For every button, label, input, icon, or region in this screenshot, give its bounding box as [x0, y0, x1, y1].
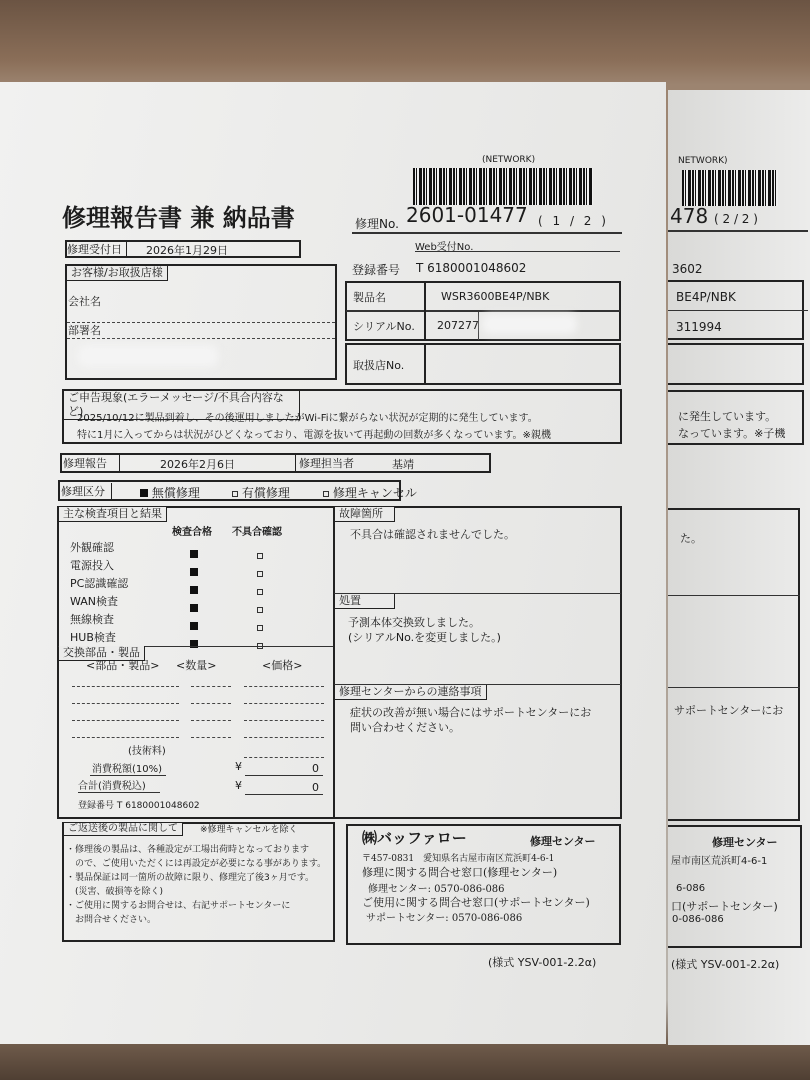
total-value: 0 — [245, 781, 323, 795]
repair-no: 2601-01477 — [406, 203, 528, 227]
registration-label: 登録番号 — [352, 263, 401, 277]
parts-label: 交換部品・製品 — [59, 646, 145, 661]
return-line: ・ご使用に関するお問合せは、右記サポートセンターに — [66, 901, 291, 911]
document-title: 修理報告書 兼 納品書 — [62, 204, 295, 232]
repair-phone-fragment: 6-086 — [676, 883, 706, 894]
return-label: ご返送後の製品に関して — [64, 822, 183, 836]
symptom-line: 特に1月に入ってからは状況がひどくなっており、電源を抜いて再起動の回数が多くなっています。※親機 — [77, 430, 551, 441]
web-no-label: Web受付No. — [415, 242, 474, 253]
checkbox-unchecked — [323, 491, 329, 497]
footer-registration: 登録番号 T 6180001048602 — [78, 801, 200, 811]
address: 〒457-0831 愛知県名古屋市南区荒浜町4-6-1 — [362, 854, 555, 864]
address-fragment: 屋市南区荒浜町4-6-1 — [671, 856, 768, 867]
repair-no: 478 — [670, 204, 709, 228]
pass-checkbox — [190, 615, 198, 634]
redacted-serial — [482, 314, 577, 334]
header-defect: 不具合確認 — [232, 527, 282, 538]
report-date: 2026年2月6日 — [160, 458, 235, 471]
notes-line: 症状の改善が無い場合にはサポートセンターにお — [350, 706, 592, 719]
notes-fragment: サポートセンターにお — [674, 704, 784, 717]
defect-checkbox — [257, 616, 263, 635]
customer-label: お客様/お取扱店様 — [67, 266, 168, 281]
form-code: (様式 YSV-001-2.2α) — [671, 958, 780, 971]
parts-header: <数量> — [176, 659, 217, 672]
category-text: 無償修理 — [151, 486, 200, 500]
fault-fragment: た。 — [680, 532, 702, 545]
symptom-line: なっています。※子機 — [678, 427, 786, 440]
return-line: ・製品保証は同一箇所の故障に限り、修理完了後3ヶ月です。 — [66, 873, 315, 883]
notes-line: 問い合わせください。 — [350, 721, 460, 734]
support-contact: サポートセンター: 0570-086-086 — [366, 913, 523, 924]
barcode — [682, 170, 778, 206]
received-date: 2026年1月29日 — [146, 244, 228, 257]
symptom-label: ご申告現象(エラーメッセージ/不具合内容など) — [64, 391, 300, 420]
fault-text: 不具合は確認されませんでした。 — [350, 528, 515, 541]
form-code: (様式 YSV-001-2.2α) — [488, 956, 597, 969]
inspection-item: HUB検査 — [70, 631, 116, 644]
notes-label: 修理センターからの連絡事項 — [335, 685, 487, 700]
pass-checkbox — [190, 543, 198, 562]
department-label: 部署名 — [68, 324, 101, 337]
defect-checkbox — [257, 544, 263, 563]
action-line: 予測本体交換致しました。 — [348, 616, 480, 629]
tax-value: 0 — [245, 762, 323, 776]
repair-no-label: 修理No. — [355, 217, 399, 231]
center-label: 修理センター — [530, 835, 596, 848]
return-line: ・修理後の製品は、各種設定が工場出荷時となっております — [66, 845, 310, 855]
checkbox-unchecked — [232, 491, 238, 497]
dealer-label: 取扱店No. — [353, 359, 405, 372]
company-label: 会社名 — [68, 295, 101, 308]
action-line: (シリアルNo.を変更しました。) — [348, 631, 501, 644]
redacted-name — [78, 345, 218, 367]
support-phone-fragment: 0-086-086 — [672, 914, 724, 925]
report-row — [60, 453, 491, 473]
total-label: 合計(消費税込) — [78, 777, 160, 793]
serial-label: シリアルNo. — [353, 320, 415, 333]
received-label: 修理受付日 — [67, 241, 127, 257]
second-page — [668, 90, 810, 1045]
inspection-label: 主な検査項目と結果 — [59, 507, 167, 522]
page-indicator: ( 2 / 2 ) — [714, 212, 758, 226]
support-contact-label: ご使用に関する問合せ窓口(サポートセンター) — [362, 896, 590, 909]
yen-sign: ¥ — [235, 779, 242, 792]
registration-no: T 6180001048602 — [416, 261, 527, 275]
repair-contact-label: 修理に関する問合せ窓口(修理センター) — [362, 866, 558, 879]
pass-checkbox — [190, 561, 198, 580]
checkbox-checked — [140, 489, 148, 497]
tax-label: 消費税額(10%) — [90, 760, 166, 776]
defect-checkbox — [257, 580, 263, 599]
category-text: 有償修理 — [241, 486, 290, 500]
return-note: ※修理キャンセルを除く — [200, 825, 298, 835]
product-name: WSR3600BE4P/NBK — [441, 290, 550, 303]
yen-sign: ¥ — [235, 760, 242, 773]
pass-checkbox — [190, 579, 198, 598]
action-label: 処置 — [335, 594, 395, 609]
header-pass: 検査合格 — [172, 527, 212, 538]
support-label-fragment: 口(サポートセンター) — [671, 900, 778, 913]
category-paid[interactable] — [232, 484, 290, 501]
pass-checkbox — [190, 597, 198, 616]
defect-checkbox — [257, 562, 263, 581]
return-line: (災害、破損等を除く) — [66, 887, 164, 897]
registration-fragment: 3602 — [672, 262, 703, 276]
serial-no: 207277 — [437, 319, 479, 332]
barcode-caption: NETWORK) — [678, 156, 728, 166]
category-free[interactable] — [140, 484, 200, 501]
report-label: 修理報告 — [63, 455, 120, 471]
product-fragment: BE4P/NBK — [676, 290, 736, 304]
barcode-caption: (NETWORK) — [482, 155, 536, 165]
defect-checkbox — [257, 598, 263, 617]
parts-header: <部品・製品> — [86, 659, 160, 672]
return-line: ので、ご使用いただくには再設定が必要になる事があります。 — [66, 859, 327, 869]
tech-fee-label: (技術料) — [128, 746, 166, 757]
inspection-item: 外観確認 — [70, 541, 114, 554]
center-label: 修理センター — [712, 836, 778, 849]
product-label: 製品名 — [353, 291, 386, 304]
fault-label: 故障箇所 — [335, 507, 395, 522]
page-indicator: ( 1 / 2 ) — [538, 214, 606, 228]
defect-checkbox — [257, 634, 263, 653]
inspection-item: PC認識確認 — [70, 577, 129, 590]
technician-name: 基靖 — [392, 458, 414, 471]
pass-checkbox — [190, 633, 198, 652]
parts-header: <価格> — [262, 659, 303, 672]
category-cancel[interactable] — [323, 484, 417, 501]
inspection-item: 無線検査 — [70, 613, 114, 626]
barcode — [413, 168, 593, 205]
category-label: 修理区分 — [61, 483, 112, 499]
symptom-line: 2025/10/12に製品到着し、その後運用しましたがWi-Fiに繋がらない状況が定期的に発生しています。 — [77, 413, 538, 424]
return-line: お問合せください。 — [66, 915, 157, 925]
repair-contact: 修理センター: 0570-086-086 — [368, 884, 505, 895]
category-text: 修理キャンセル — [332, 486, 417, 500]
serial-fragment: 311994 — [676, 320, 722, 334]
inspection-item: 電源投入 — [70, 559, 114, 572]
company-name: ㈱バッファロー — [362, 829, 467, 847]
technician-label: 修理担当者 — [295, 455, 354, 471]
inspection-item: WAN検査 — [70, 595, 119, 608]
symptom-line: に発生しています。 — [678, 410, 777, 423]
